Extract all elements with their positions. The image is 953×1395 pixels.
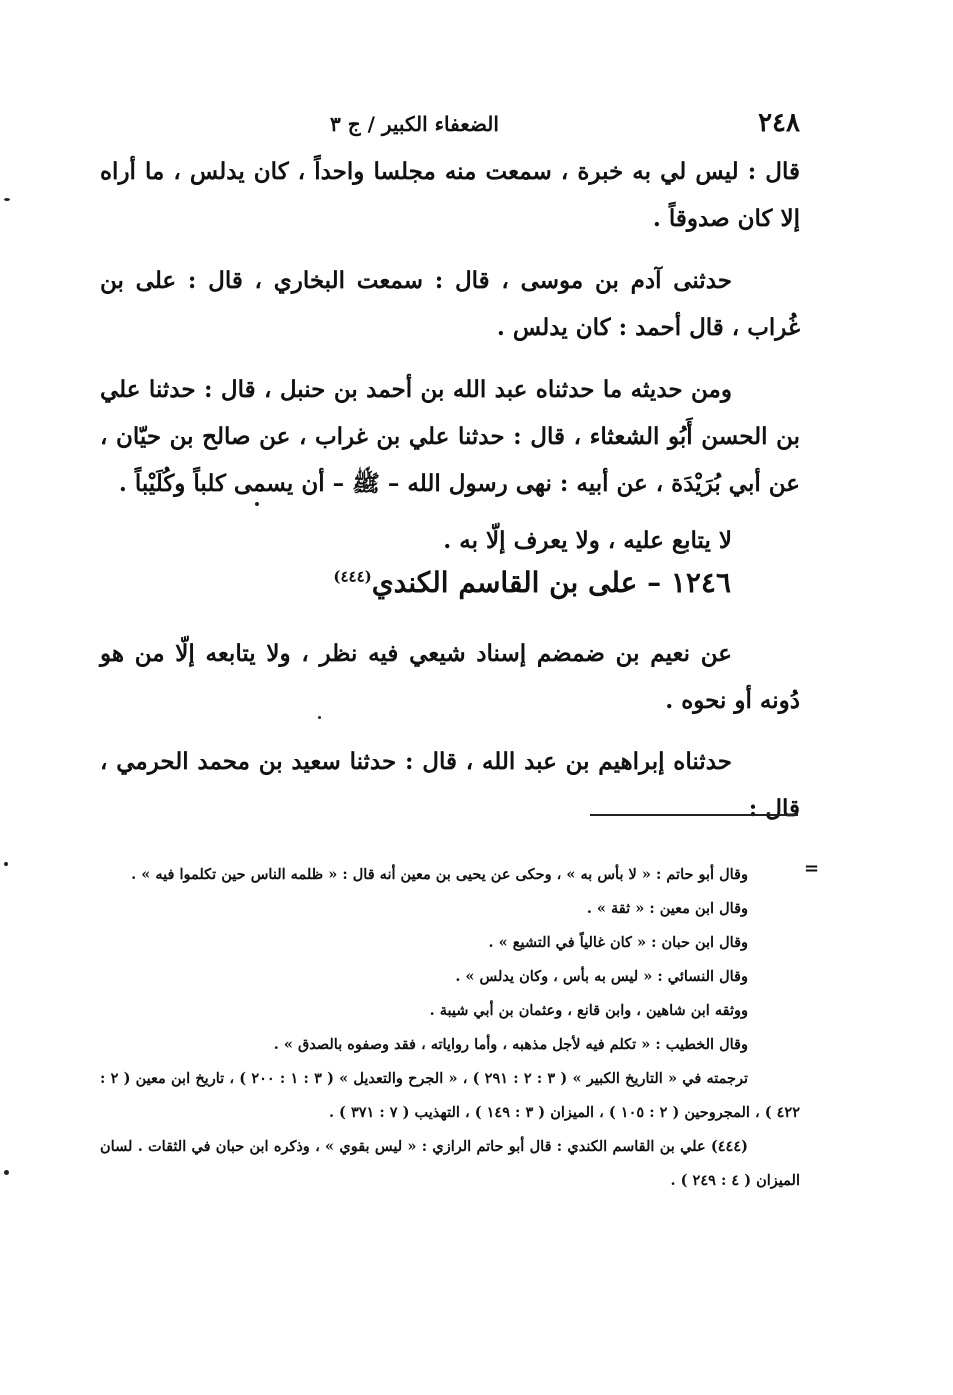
footnote-line: وقال ابن حبان : « كان غالياً في التشيع » . bbox=[488, 934, 748, 951]
footnote-line: ووثقه ابن شاهين ، وابن قانع ، وعثمان بن أبي شيبة . bbox=[429, 1002, 748, 1019]
main-text-block-1 bbox=[100, 148, 800, 564]
page-number: ٢٤٨ bbox=[758, 108, 800, 138]
paragraph-2: حدثنى آدم بن موسى ، قال : سمعت البخاري ، قال : على بن غُراب ، قال أحمد : كان يدلس . bbox=[100, 267, 800, 341]
running-title: الضعفاء الكبير / ج ٣ bbox=[330, 112, 499, 136]
footnote-line: ترجمته في « التاريخ الكبير » ( ٣ : ٢ : ٢٩١ ) ، « الجرح والتعديل » ( ٣ : ١ : ٢٠٠ ) ، تاريخ ابن معين ( ٢ : ٤٢٢ ) ، المجروحين ( ٢ : ١٠٥ ) ، الميزان ( ٣ : ١٤٩ ) ، التهذيب ( ٧ : ٣٧١ ) . bbox=[100, 1070, 800, 1121]
paragraph-6: حدثناه إبراهيم بن عبد الله ، قال : حدثنا سعيد بن محمد الحرمي ، قال : bbox=[100, 748, 800, 822]
main-text-block-2 bbox=[100, 630, 800, 832]
footnote-separator bbox=[590, 814, 798, 816]
footnote-continuation-mark: = bbox=[804, 858, 820, 879]
footnote-line: (٤٤٤) علي بن القاسم الكندي : قال أبو حاتم الرازي : « ليس بقوي » ، وذكره ابن حبان في الثقات . لسان الميزان ( ٤ : ٢٤٩ ) . bbox=[100, 1138, 800, 1189]
entry-heading-text: ١٢٤٦ – على بن القاسم الكندي bbox=[371, 566, 731, 599]
print-speck bbox=[318, 716, 321, 719]
paragraph-4: لا يتابع عليه ، ولا يعرف إلّا به . bbox=[443, 527, 732, 554]
running-head bbox=[330, 108, 800, 142]
print-speck bbox=[4, 862, 8, 866]
print-speck bbox=[4, 198, 10, 201]
print-speck bbox=[255, 502, 259, 506]
footnote-line: وقال الخطيب : « تكلم فيه لأجل مذهبه ، وأما رواياته ، فقد وصفوه بالصدق » . bbox=[273, 1036, 748, 1053]
paragraph-3: ومن حديثه ما حدثناه عبد الله بن أحمد بن حنبل ، قال : حدثنا علي بن الحسن أَبُو الشعثاء ، قال : حدثنا علي بن غراب ، عن صالح بن حيّان ، عن أبي بُرَيْدَة ، عن أبيه : نهى رسول الله – ﷺ – أن يسمى كلباً وكُلَيْباً . bbox=[100, 376, 800, 497]
entry-heading bbox=[333, 566, 731, 599]
footnote-line: وقال ابن معين : « ثقة » . bbox=[586, 900, 748, 917]
footnote-line: وقال أبو حاتم : « لا بأس به » ، وحكى عن يحيى بن معين أنه قال : « ظلمه الناس حين تكلموا فيه » . bbox=[131, 866, 748, 883]
footnote-reference: (٤٤٤) bbox=[333, 567, 372, 586]
paragraph-1: قال : ليس لي به خبرة ، سمعت منه مجلسا واحداً ، كان يدلس ، ما أراه إلا كان صدوقاً . bbox=[100, 158, 800, 232]
footnote-line: وقال النسائي : « ليس به بأس ، وكان يدلس » . bbox=[455, 968, 748, 985]
paragraph-5: عن نعيم بن ضمضم إسناد شيعي فيه نظر ، ولا يتابعه إلّا من هو دُونه أو نحوه . bbox=[100, 640, 800, 714]
footnotes bbox=[100, 858, 800, 1198]
print-speck bbox=[4, 1170, 9, 1175]
